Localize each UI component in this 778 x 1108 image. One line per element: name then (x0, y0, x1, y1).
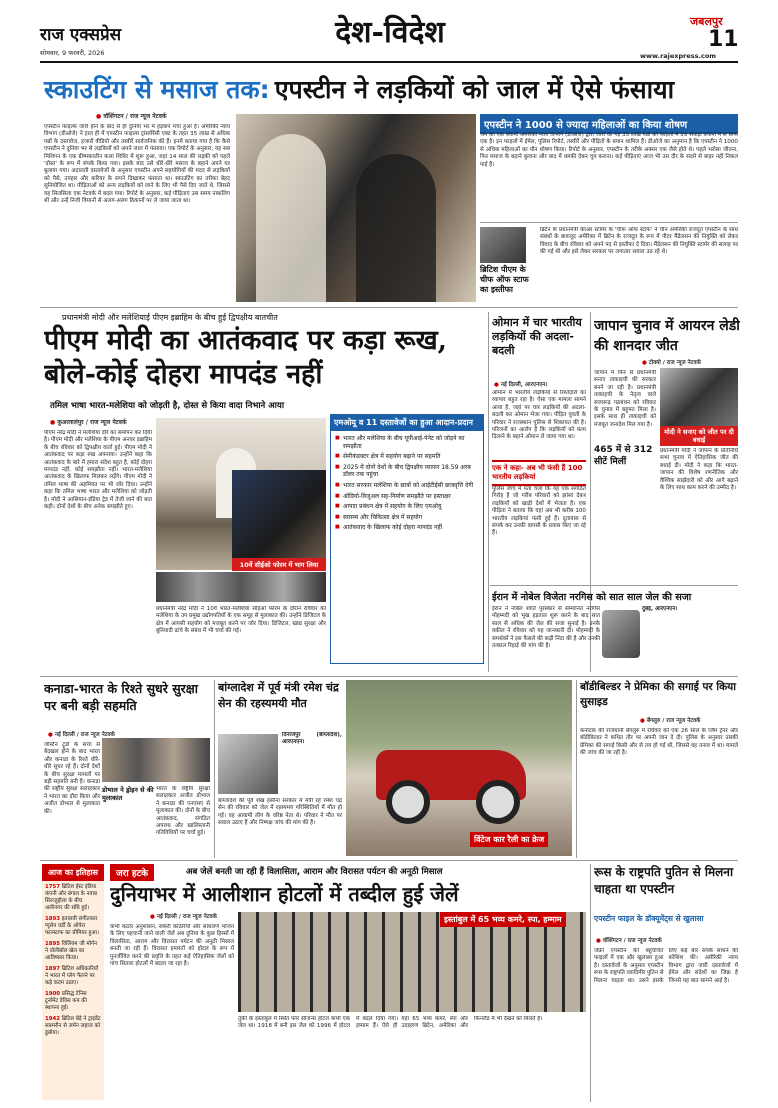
photo-person (356, 154, 436, 302)
history-text: इतालवी संगीतकार ग्यूसेप वर्डी के ओपेरा फाल्स्टाफ का प्रीमियर हुआ। (45, 916, 99, 936)
bodybuilder-byline: ● बेंगलुरु / राज न्यूज नेटवर्क (640, 716, 700, 724)
takaichi-photo (660, 368, 738, 426)
mou-item: ■ 2025 में दोनों देशों के बीच द्विपक्षीय व्यापार 18.59 अरब डॉलर तक पहुंचा (335, 464, 479, 479)
bodybuilder-headline: बॉडीबिल्डर ने प्रेमिका की सगाई पर किया सुसाइड (580, 681, 736, 708)
oman-body: ओमान में भारतीय लड़कियों से रिश्तेदारों का व्यापार बहुत रहा है। ऐसा एक मामला सामने आया है, जहां पर चार लड़कियों की अदला-बदली कर ओमान भेजा गया। पीड़ित युवती के परिवार ने राजस्थान पुलिस से शिकायत की है। परिजनों का आरोप है कि लड़कियों को काम दिलाने के बहाने ओमान ले जाया गया था। (492, 390, 586, 441)
divider (40, 307, 738, 308)
vintage-car-photo (346, 680, 572, 856)
mou-item: ■ भारत सरकार मलेशिया के छात्रों को आईटीईसी छात्रवृत्ति देगी (335, 482, 479, 490)
history-item (45, 966, 101, 987)
epstein-byline: ● वॉशिंगटन / राज न्यूज नेटवर्क (96, 112, 167, 120)
ceo-forum-body: प्रधानमंत्री नरेंद्र मोदी ने 10वें भारत-मलेशिया सीईओ फोरम के दौरान रविवार को मलेशिया के उप प्रमुख उद्योगपतियों के एक समूह से मुलाकात की। उन्होंने डिजिटल के क्षेत्र में आपसी सहयोग को मजबूत करने पर जोर दिया। डिजिटल, खाद्य सुरक्षा और बुनियादी ढांचे के संबंध में भी चर्चा की गई। (156, 606, 326, 635)
canada-headline: कनाडा-भारत के रिश्ते सुधरे सुरक्षा पर बनी बड़ी सहमति (44, 681, 198, 713)
russia-subhead: एपस्टीन फाइल के डॉक्यूमेंट्स से खुलासा (594, 914, 704, 923)
japan-body-2: प्रधानमंत्री मोदी ने जापान के प्रतिनिधि सभा चुनाव में ऐतिहासिक जीत की बधाई दी। मोदी ने कहा कि भारत-जापान की विशेष रणनीतिक और वैश्विक साझेदारी को और आगे बढ़ाने के लिए साथ काम करने की उम्मीद है। (660, 448, 738, 492)
vintage-caption: विंटेज कार रैली का क्रेज (470, 832, 548, 847)
narges-photo (602, 610, 640, 658)
oman-headline: ओमान में चार भारतीय लड़कियों की अदला-बदली (492, 316, 582, 357)
bangladesh-byline: दिनाजपुर (बांग्लादेश), आरएनएन। (282, 732, 342, 746)
mou-item: ■ ऑडियो-विजुअल सह-निर्माण समझौते पर हस्ताक्षर (335, 493, 479, 501)
canada-byline: ● नई दिल्ली / राज न्यूज नेटवर्क (48, 730, 115, 738)
history-text: ब्रिटिश अधिकारियों ने भारत में प्लेग फैलने पर कड़े कदम उठाए। (45, 966, 99, 986)
modi-byline: ● कुआलालंपुर / राज न्यूज नेटवर्क (50, 418, 127, 426)
hotels-kicker: अब जेलें बनती जा रही हैं विलासिता, आराम और विरासत पर्यटन की अनूठी मिसाल (186, 867, 443, 877)
column-divider (488, 312, 489, 672)
bangladesh-body: बांग्लादेश की पूर्व शेख हसीना सरकार में मंत्री रहे रमेश चंद्र सेन की रविवार को जेल में रहस्यमय परिस्थितियों में मौत हो गई। वह आवामी लीग के वरिष्ठ नेता थे। परिवार ने मौत पर सवाल उठाए हैं और निष्पक्ष जांच की मांग की है। (218, 798, 342, 827)
mou-item: ■ आपदा प्रबंधन क्षेत्र में सहयोग के लिए एमओयू (335, 503, 479, 511)
history-text: प्रसिद्ध टेनिस टूर्नामेंट डेविस कप की स्थापना हुई। (45, 991, 87, 1011)
japan-photo-caption: मोदी ने सनाए को जीत पर दी बधाई (660, 426, 738, 446)
modi-kicker: प्रधानमंत्री मोदी और मलेशियाई पीएम इब्राहिम के बीच हुई द्विपक्षीय बातचीत (62, 313, 278, 322)
bodybuilder-body: कर्नाटक की राजधानी बेंगलुरु में रविवार को एक 26 साल के जिम ट्रेनर और बॉडीबिल्डर ने कथित तौर पर अपनी जान दे दी। पुलिस के अनुसार उसकी प्रेमिका की सगाई किसी और से तय हो गई थी, जिससे वह तनाव में था। मामले की जांच की जा रही है। (580, 728, 738, 757)
masthead (0, 0, 778, 66)
history-year: 1895 (45, 941, 61, 947)
narges-headline: ईरान में नोबेल विजेता नरगिस को सात साल जेल की सजा (492, 592, 692, 603)
hotels-body-2: तुर्की के इस्तांबुल में स्थित फोर सीजन्स होटल कभी एक जेल था। 1918 में बनी इस जेल को 1996 में होटल में बदल दिया गया। यहां 65 भव्य कमरे, स्पा और हम्माम हैं। ऐसे ही उदाहरण ब्रिटेन, अमेरिका और फिनलैंड में भी देखने को मिलते हैं। (238, 1016, 543, 1030)
paper-name: राज एक्सप्रेस (40, 25, 122, 45)
divider (40, 676, 738, 677)
russia-byline: ● वॉशिंगटन / राज न्यूज नेटवर्क (596, 936, 662, 944)
epstein-side-headline: एपस्टीन ने 1000 से ज्यादा महिलाओं का किया शोषण (480, 114, 738, 134)
epstein-side-body: जेन की एक बयानी अमेरिकी न्याय विभाग (डीओजे) द्वारा जारी की गई 35 लाख पन्नों की फाइलों में दर्ज सैकड़ों बयानों में से सिर्फ एक है। इन फाइलों में ईमेल, पुलिस रिपोर्ट, तस्वीरें और पीड़ितों के बयान शामिल हैं। डीओजे का अनुमान है कि एपस्टीन ने 1000 से अधिक महिलाओं का यौन शोषण किया। रिपोर्ट के अनुसार, एपस्टीन के तरीके अक्सर एक जैसे होते थे। पहले भरोसा जीतना, फिर मसाज के बहाने बुलाना और बाद में धमकी देकर चुप कराना। कई पीड़िताएं आज भी उस दौर के सदमे से बाहर नहीं निकल पाई हैं। (480, 132, 738, 168)
website: www.rajexpress.com (640, 52, 717, 60)
hotels-body: कभी कठोर अनुशासन, संकरी कोठरियों और साधारण भोजन के लिए पहचानी जाने वाली जेलें अब दुनिया के कुछ हिस्सों में विलासिता, आराम और विरासत पर्यटन की अनूठी मिसाल बनती जा रही हैं। विरासत इमारतों को होटल के रूप में पुनर्जीवित करने की प्रवृत्ति के तहत कई ऐतिहासिक जेलों को पांच सितारा होटलों में बदला जा रहा है। (110, 924, 234, 968)
hotels-headline: दुनियाभर में आलीशान होटलों में तब्दील हुई जेलें (110, 882, 459, 906)
page-number: 11 (708, 27, 739, 52)
section-title: देश-विदेश (335, 15, 445, 50)
history-item (45, 916, 101, 937)
divider (490, 585, 738, 586)
epstein-photo (236, 114, 476, 302)
narges-body: ईरान ने नोबेल शांति पुरस्कार से सम्मानित नरगिस मोहम्मदी को भूख हड़ताल शुरू करने के बाद सात साल से अधिक की जेल की सजा सुनाई है। उनके वकील ने रविवार को यह जानकारी दी। मोहम्मदी के समर्थकों ने इस फैसले की कड़ी निंदा की है और उनकी तत्काल रिहाई की मांग की है। (492, 606, 600, 650)
history-text: विलियम जी मोर्गन ने वॉलीबॉल खेल का आविष्कार किया। (45, 941, 97, 961)
modi-subhead: तमिल भाषा भारत-मलेशिया को जोड़ती है, दोस्त से किया वादा निभाने आया (50, 401, 285, 411)
history-year: 1757 (45, 884, 61, 890)
oman-red-box: एक ने कहा- अब भी फंसी हैं 100 भारतीय लड़कियां (492, 460, 586, 486)
epstein-headline (44, 72, 738, 112)
column-divider (576, 680, 577, 858)
history-year: 1893 (45, 916, 61, 922)
ceo-forum-caption: 10वें सीईओ फोरम में भाग लिया (232, 558, 326, 571)
mou-list (331, 431, 483, 539)
ceo-forum-photo (232, 470, 326, 558)
mou-item: ■ भारत और मलेशिया के बीच यूपीआई-पेनेट को जोड़ने का समझौता (335, 435, 479, 450)
russia-headline: रूस के राष्ट्रपति पुतिन से मिलना चाहता था एपस्टीन (594, 865, 734, 896)
city-label: जबलपुर (690, 15, 723, 28)
car-wheel (476, 780, 520, 824)
british-pm-body: ब्रिटेन के प्रधानमंत्री कीअर स्टार्मर के 'चीफ ऑफ स्टाफ' ने चीन अमेरिकी राजदूत एपस्टीन के साथ संबंधों के बावजूद अमेरिका में ब्रिटेन के राजदूत के रूप में पीटर मैंडेलसन की नियुक्ति को लेकर विवाद के बीच रविवार को अपने पद से इस्तीफा दे दिया। मैंडेलसन की नियुक्ति स्टार्मर की सलाह पर की गई थी और इसे लेकर सरकार पर लगातार सवाल उठ रहे थे। (540, 227, 738, 256)
russia-body: जेफ्री एपस्टीन की बहुचर्चित फाइलों में एक और खुलासा हुआ है। दस्तावेजों के अनुसार एपस्टीन रूस के राष्ट्रपति व्लादिमीर पुतिन से मिलना चाहता था। उसने इसके लिए कई बार संपर्क साधने की कोशिश की। अमेरिकी न्याय विभाग द्वारा जारी दस्तावेजों में ईमेल और संदेशों का जिक्र है जिनसे यह बात सामने आई है। (594, 948, 738, 984)
masthead-rule (40, 61, 738, 63)
history-text: ब्रिटिश बेड़े ने ट्राइडेंट सबमरीन से जर्मन जहाज को डुबोया। (45, 1016, 101, 1036)
mou-item: ■ स्वास्थ्य और चिकित्सा क्षेत्र में सहयोग (335, 514, 479, 522)
canada-body: जस्टिन ट्रूडो के सत्ता से बेदखल होने के बाद भारत और कनाडा के रिश्ते धीरे-धीरे सुधर रहे हैं। दोनों देशों के बीच सुरक्षा मामलों पर बड़ी सहमति बनी है। कनाडा की राष्ट्रीय सुरक्षा सलाहकार ने भारत का दौरा किया और अजीत डोभाल से मुलाकात की। (44, 742, 100, 815)
canada-body-2: भारत के राष्ट्रीय सुरक्षा सलाहकार अजीत डोभाल ने कनाडा की एनएसए से मुलाकात की। दोनों के बीच आतंकवाद, संगठित अपराध और खालिस्तानी गतिविधियों पर चर्चा हुई। (156, 786, 210, 837)
hotels-kicker-label: जरा हटके (110, 864, 154, 881)
epstein-headline-red: स्काउटिंग से मसाज तक: (44, 75, 270, 104)
japan-headline: जापान चुनाव में आयरन लेडी की शानदार जीत (594, 318, 740, 354)
ramesh-photo (218, 734, 278, 794)
mou-item: ■ आतंकवाद के खिलाफ कोई दोहरा मापदंड नहीं (335, 524, 479, 532)
epstein-body: एपस्टीन फाइल्स जारी होने के बाद से ही दुनिया भर में हड़कंप मचा हुआ है। अमेरिकी न्याय विभाग (डीओजे) ने हाल ही में एपस्टीन फाइल्स ट्रांसपेरेंसी एक्ट के तहत 35 लाख से अधिक पन्नों के दस्तावेज, हजारों वीडियो और तस्वीरें सार्वजनिक की हैं। इनमें बताया गया है कि कैसे एपस्टीन ने दुनिया भर से लड़कियों को अपने जाल में फंसाया। एक रिपोर्ट के अनुसार, यह सब मिशिगन के एक ग्रीष्मकालीन कला शिविर में शुरू हुआ, जहां 14 साल की लड़की को पहले 'दोस्त' के रूप में संपर्क किया गया। इसके बाद उसे धीरे-धीरे मसाज के बहाने अपने घर बुलाया गया। अदालती दस्तावेजों के अनुसार एपस्टीन अपने सहयोगियों की मदद से लड़कियों को पैसे, उपहार और करियर के सपने दिखाकर फंसाता था। स्काउटिंग का तरीका बेहद सुनियोजित था। पीड़िताओं को अन्य लड़कियों को लाने के लिए भी पैसे दिए जाते थे, जिससे यह सिलसिला एक नेटवर्क में बदल गया। रिपोर्ट के अनुसार, कई पीड़िताएं उस समय नाबालिग थीं और उन्हें निजी विमानों से अलग-अलग ठिकानों पर ले जाया जाता था। (44, 124, 230, 205)
photo-person (256, 134, 326, 302)
modi-headline: पीएम मोदी का आतंकवाद पर कड़ा रूख, बोले-कोई दोहरा मापदंड नहीं (44, 325, 448, 390)
history-item (45, 991, 101, 1012)
bangladesh-headline: बांग्लादेश में पूर्व मंत्री रमेश चंद्र सेन की रहस्यमयी मौत (218, 681, 339, 710)
masthead-date: सोमवार, 9 फरवरी, 2026 (40, 49, 105, 57)
starmer-photo (480, 227, 526, 263)
japan-seats: 465 में से 312 सीटें मिलीं (594, 445, 653, 467)
history-year: 1900 (45, 991, 61, 997)
modi-body: पीएम नरेंद्र मोदी ने मलेशिया दौरे का समापन कर दिया है। पीएम मोदी और मलेशिया के पीएम अनवर इब्राहिम के बीच रविवार को द्विपक्षीय वार्ता हुई। पीएम मोदी ने आतंकवाद पर कड़ा रुख अपनाया। उन्होंने कहा कि आतंकवाद के बारे में हमारा संदेश बहुत है, कोई दोहरा मापदंड नहीं, कोई समझौता नहीं। भारत-मलेशिया आतंकवाद के खिलाफ मिलकर लड़ेंगे। पीएम मोदी ने तमिल भाषा की अहमियत पर भी जोर दिया। उन्होंने कहा कि तमिल भाषा भारत और मलेशिया को जोड़ती है। मोदी ने आसियान-इंडिया ट्रेड में तेजी लाने की बात कही। दोनों देशों के बीच अनेक समझौते हुए। (44, 430, 152, 511)
history-item (45, 884, 101, 912)
forum-photo (156, 572, 326, 602)
british-pm-box (480, 222, 738, 302)
japan-byline: ● टोक्यो / राज न्यूज नेटवर्क (642, 358, 701, 366)
mou-title: एमओयू व 11 दस्तावेजों का हुआ आदान-प्रदान (331, 415, 483, 431)
mou-item: ■ सेमीकंडक्टर क्षेत्र में सहयोग बढ़ाने पर सहमति (335, 453, 479, 461)
history-item (45, 941, 101, 962)
history-box (42, 864, 104, 1100)
history-year: 1942 (45, 1016, 61, 1022)
japan-body: जापान में फिर से प्रधानमंत्री सनाए ताकाइची की सरकार बनने जा रही है। प्रधानमंत्री ताकाइची के नेतृत्व वाले सत्तारूढ़ गठबंधन को रविवार के चुनाव में बहुमत मिला है। इसके साथ ही ताकाइची को मजबूत जनादेश मिल गया है। (594, 370, 656, 428)
canada-box: डोभाल ने ड्रोइन से की मुलाकात (102, 786, 154, 802)
history-list (42, 881, 104, 1044)
history-title: आज का इतिहास (42, 864, 104, 881)
column-divider (214, 680, 215, 858)
british-pm-label: ब्रिटिश पीएम के चीफ ऑफ स्टाफ का इस्तीफा (480, 265, 529, 294)
hotels-byline: ● नई दिल्ली / राज न्यूज नेटवर्क (150, 912, 217, 920)
history-item (45, 1016, 101, 1037)
canada-photo (102, 738, 210, 782)
history-text: ब्रिटिश ईस्ट इंडिया कंपनी और बंगाल के नवाब सिराजुद्दौला के बीच अलीनगर की संधि हुई। (45, 884, 97, 911)
column-divider (590, 864, 591, 1102)
oman-byline: ● नई दिल्ली, आरएनएन। (494, 380, 547, 388)
divider (40, 860, 738, 861)
prison-hotel-photo (238, 912, 586, 1012)
history-year: 1897 (45, 966, 61, 972)
narges-byline: दुबई, आरएनएन। (642, 606, 678, 612)
oman-body-2: पुलिस जांच में पता चला कि यह एक संगठित गिरोह है जो गरीब परिवारों को झांसा देकर लड़कियों को खाड़ी देशों में भेजता है। एक पीड़िता ने बताया कि वहां अब भी करीब 100 भारतीय लड़कियां फंसी हुई हैं। दूतावास से संपर्क कर उनकी वापसी के प्रयास किए जा रहे हैं। (492, 486, 586, 537)
car-wheel (386, 780, 430, 824)
mou-box (330, 414, 484, 664)
hotels-photo-caption: इस्तांबुल में 65 भव्य कमरे, स्पा, हम्माम (440, 912, 566, 927)
epstein-headline-blue: एपस्टीन ने लड़कियों को जाल में ऐसे फंसाया (274, 75, 675, 104)
